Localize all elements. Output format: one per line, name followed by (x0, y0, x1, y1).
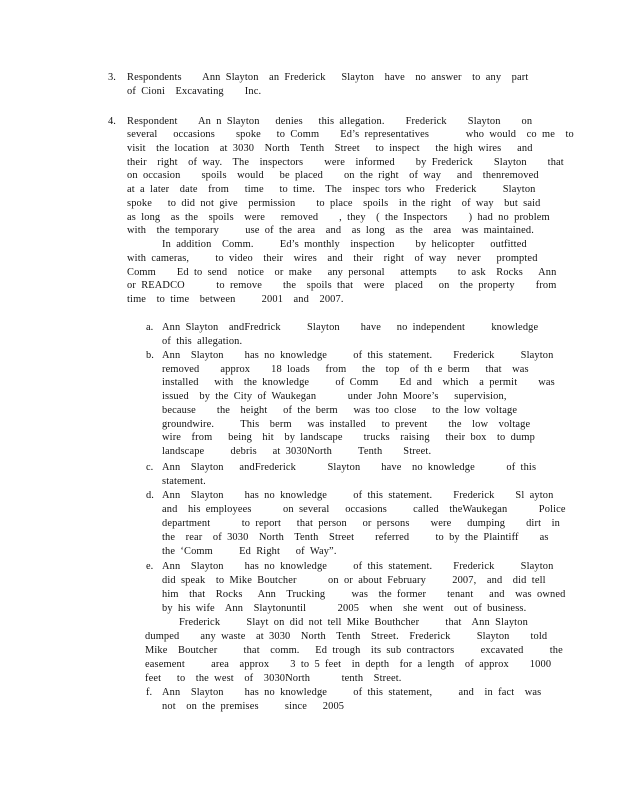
subitem-e-line: Mike Boutcher that comm. Ed trough its sub contractors excavated the (145, 645, 563, 656)
subitem-e-line: him that Rocks Ann Trucking was the former tenant and was owned (162, 589, 566, 600)
subitem-letter: c. (146, 462, 154, 473)
item-4-line: as long as the spoils were removed , they ( the Inspectors ) had no problem (127, 212, 550, 223)
item-3-line: of Cioni Excavating Inc. (127, 86, 262, 97)
subitem-b-line: removed approx 18 loads from the top of th e berm that was (162, 364, 529, 375)
subitem-b-line: wire from being hit by landscape trucks raising their box to dump (162, 432, 535, 443)
item-4-line: several occasions spoke to Comm Ed’s representatives who would co me to (127, 129, 574, 140)
item-4-line: their right of way. The inspectors were informed by Frederick Slayton that (127, 157, 564, 168)
item-number: 3. (108, 72, 116, 83)
subitem-e-line: did speak to Mike Boutcher on or about February 2007, and did tell (162, 575, 546, 586)
subitem-b-line: groundwire. This berm was installed to prevent the low voltage (162, 419, 531, 430)
subitem-d-line: and his employees on several occasions called theWaukegan Police (162, 504, 566, 515)
subitem-e-line: dumped any waste at 3030 North Tenth Street. Frederick Slayton told (145, 631, 548, 642)
item-4-line: visit the location at 3030 North Tenth Street to inspect the high wires and (127, 143, 533, 154)
item-number: 4. (108, 116, 116, 127)
subitem-d-line: department to report that person or persons were dumping dirt in (162, 518, 560, 529)
subitem-e-line: Ann Slayton has no knowledge of this statement. Frederick Slayton (162, 561, 554, 572)
subitem-letter: d. (146, 490, 154, 501)
subitem-e-line: by his wife Ann Slaytonuntil 2005 when she went out of business. (162, 603, 527, 614)
subitem-letter: f. (146, 687, 153, 698)
item-4-line: or READCO to remove the spoils that were placed on the property from (127, 280, 557, 291)
subitem-b-line: issued by the City of Waukegan under John Moore’s supervision, (162, 391, 507, 402)
subitem-b-line: because the height of the berm was too close to the low voltage (162, 405, 518, 416)
subitem-letter: a. (146, 322, 154, 333)
item-4-line: In addition Comm. Ed’s monthly inspection by helicopter outfitted (162, 239, 527, 250)
subitem-b-line: installed with the knowledge of Comm Ed and which a permit was (162, 377, 555, 388)
subitem-a-line: Ann Slayton andFredrick Slayton have no independent knowledge (162, 322, 539, 333)
subitem-d-line: Ann Slayton has no knowledge of this statement. Frederick Sl ayton (162, 490, 554, 501)
item-4-line: Comm Ed to send notice or make any personal attempts to ask Rocks Ann (127, 267, 557, 278)
item-4-line: with cameras, to video their wires and their right of way never prompted (127, 253, 538, 264)
subitem-c-line: statement. (162, 476, 206, 487)
item-4-line: spoke to did not give permission to place spoils in the right of way but said (127, 198, 541, 209)
subitem-b-line: Ann Slayton has no knowledge of this statement. Frederick Slayton (162, 350, 554, 361)
subitem-e-line: easement area approx 3 to 5 feet in depth for a length of approx 1000 (145, 659, 552, 670)
subitem-f-line: Ann Slayton has no knowledge of this statement, and in fact was (162, 687, 542, 698)
subitem-c-line: Ann Slayton andFrederick Slayton have no knowledge of this (162, 462, 537, 473)
subitem-letter: b. (146, 350, 154, 361)
subitem-e-line: Frederick Slayt on did not tell Mike Bouthcher that Ann Slayton (179, 617, 528, 628)
subitem-letter: e. (146, 561, 154, 572)
subitem-b-line: landscape debris at 3030North Tenth Street. (162, 446, 432, 457)
item-4-line: at a later date from time to time. The inspec tors who Frederick Slayton (127, 184, 536, 195)
subitem-d-line: the rear of 3030 North Tenth Street referred to by the Plaintiff as (162, 532, 549, 543)
item-4-line: on occasion spoils would be placed on the right of way and thenremoved (127, 170, 539, 181)
item-3-line: Respondents Ann Slayton an Frederick Slayton have no answer to any part (127, 72, 529, 83)
subitem-e-line: feet to the west of 3030North tenth Street. (145, 673, 402, 684)
item-4-line: Respondent An n Slayton denies this allegation. Frederick Slayton on (127, 116, 533, 127)
subitem-a-line: of this allegation. (162, 336, 243, 347)
item-4-line: with the temporary use of the area and as long as the area was maintained. (127, 225, 535, 236)
subitem-f-line: not on the premises since 2005 (162, 701, 345, 712)
item-4-line: time to time between 2001 and 2007. (127, 294, 344, 305)
subitem-d-line: the ‘Comm Ed Right of Way”. (162, 546, 337, 557)
